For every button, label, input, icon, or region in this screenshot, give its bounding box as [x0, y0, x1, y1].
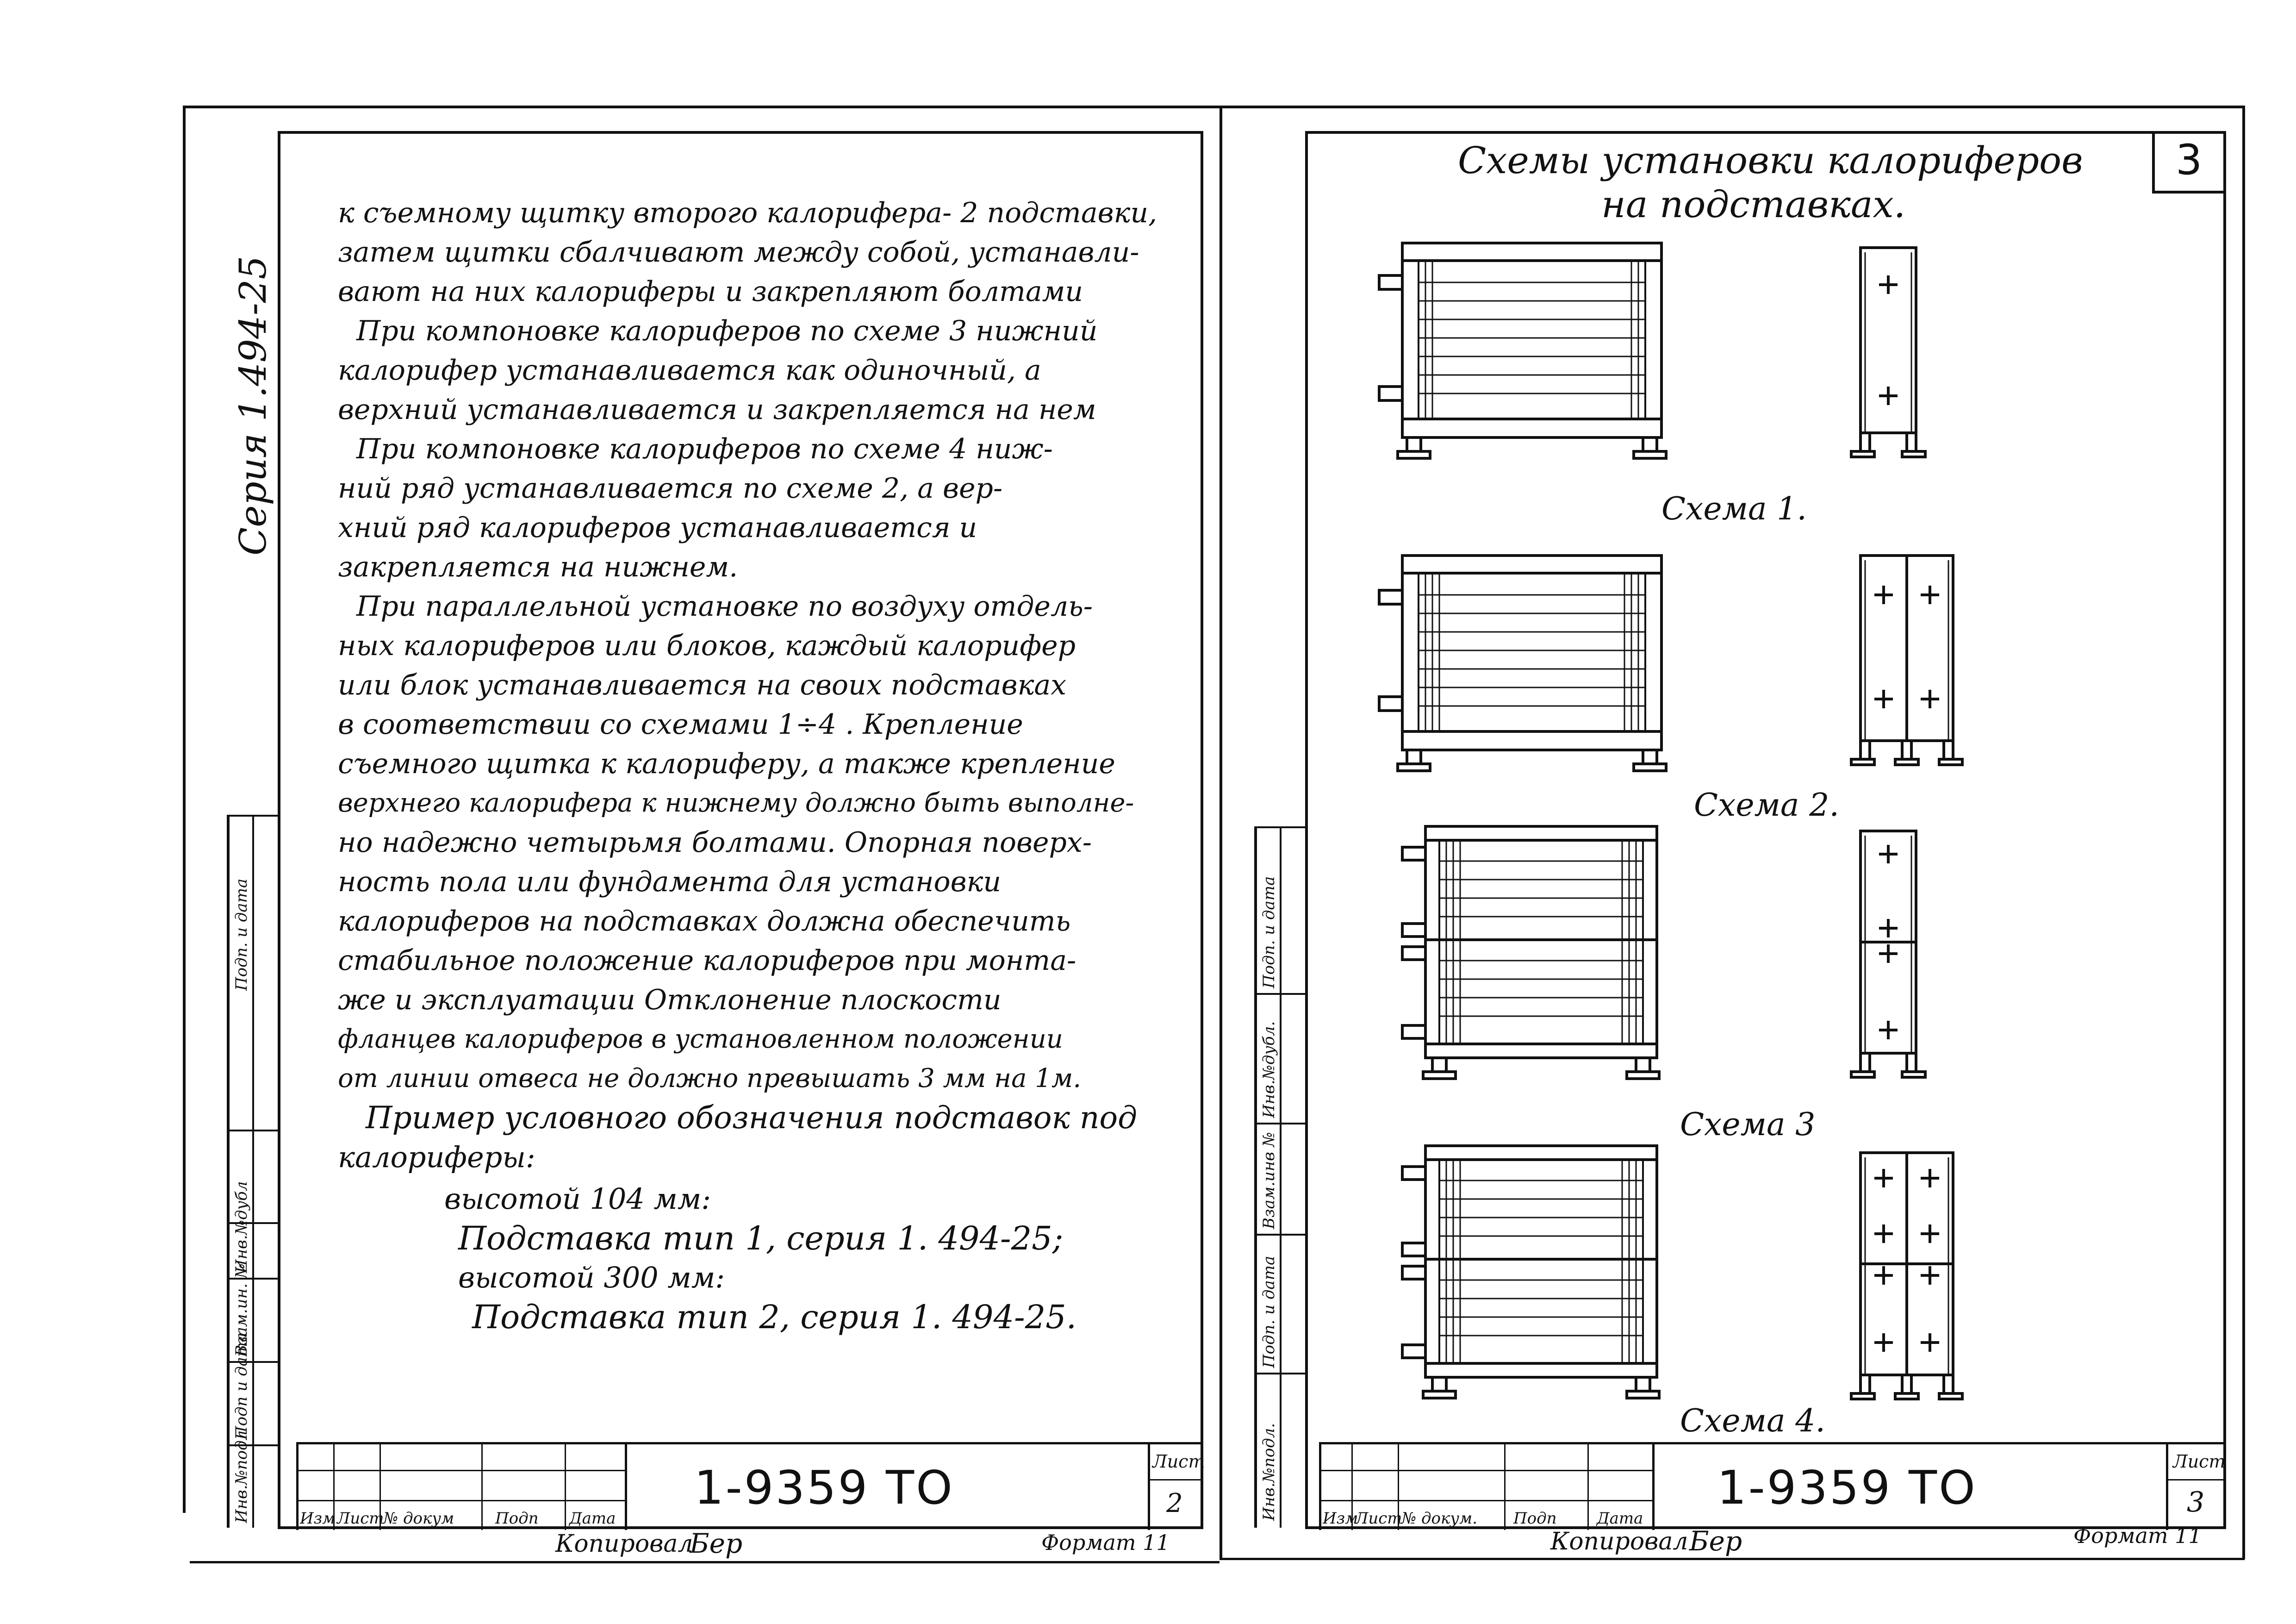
col-change: Изм	[1323, 1509, 1358, 1528]
body-line: При компоновке калориферов по схеме 3 нижний	[356, 315, 1098, 347]
body-line: При параллельной установке по воздуху отдель-	[356, 590, 1093, 623]
example-line: Подставка тип 1, серия 1. 494-25;	[458, 1219, 1064, 1257]
copied-sign: Бер	[1689, 1525, 1742, 1557]
body-line: от линии отвеса не должно превышать 3 мм на 1м.	[338, 1063, 1082, 1093]
right-stamp-sign-date: Подп. и дата	[1260, 1255, 1278, 1368]
scheme3-side-view	[1851, 831, 1925, 1077]
example-line: Подставка тип 2, серия 1. 494-25.	[472, 1298, 1076, 1336]
body-line: ность пола или фундамента для установки	[338, 866, 1001, 898]
format-label: Формат 11	[1041, 1530, 1170, 1555]
doc-code: 1-9359 ТО	[694, 1461, 954, 1515]
body-line: При компоновке калориферов по схеме 4 ниж-	[356, 433, 1053, 465]
left-side-stamp	[227, 815, 278, 1528]
left-outer-left	[183, 106, 186, 1513]
body-line: калориферы:	[338, 1140, 535, 1174]
scheme3-label: Схема 3	[1680, 1106, 1816, 1143]
scheme4-side-view	[1851, 1153, 1962, 1399]
body-line: но надежно четырьмя болтами. Опорная поверх-	[338, 826, 1092, 859]
scheme4-front-view	[1402, 1146, 1659, 1398]
body-line: к съемному щитку второго калорифера- 2 подставки,	[338, 197, 1157, 229]
right-sheet	[1213, 0, 2296, 1624]
format-label: Формат 11	[2073, 1523, 2202, 1548]
body-line: затем щитки сбалчивают между собой, устанавли-	[338, 236, 1139, 269]
scheme4-label: Схема 4.	[1680, 1403, 1826, 1439]
scheme3-front-view	[1402, 826, 1659, 1079]
body-line: верхнего калорифера к нижнему должно быть выполне-	[338, 788, 1134, 818]
col-date: Дата	[1597, 1509, 1643, 1528]
left-outer-top	[183, 106, 1220, 108]
col-date: Дата	[569, 1509, 616, 1528]
col-change: Изм	[300, 1509, 336, 1528]
right-title-block	[1319, 1442, 2226, 1530]
body-line: съемного щитка к калориферу, а также крепление	[338, 748, 1115, 780]
drawing-title-line2: на подставках.	[1601, 183, 1906, 226]
left-side-series: Серия 1.494-25	[231, 256, 274, 556]
body-line: стабильное положение калориферов при монта-	[338, 944, 1076, 977]
sheet-label: Лист	[2173, 1451, 2226, 1472]
left-stamp-sign-date2: Подп. и дата	[232, 878, 251, 991]
right-side-stamp	[1254, 826, 1305, 1528]
col-doc: № докум.	[1401, 1509, 1478, 1528]
example-line: высотой 104 мм:	[444, 1182, 711, 1216]
drawing-title-line1: Схемы установки калориферов	[1458, 139, 2083, 182]
right-stamp-inv-orig: Инв.№подл.	[1260, 1423, 1278, 1521]
doc-code: 1-9359 ТО	[1717, 1461, 1977, 1515]
right-stamp-inv-dup: Инв.№дубл.	[1260, 1021, 1278, 1118]
scheme2-label: Схема 2.	[1694, 787, 1840, 824]
corner-number: 3	[2176, 136, 2203, 184]
copied-label: Копировал	[1550, 1528, 1688, 1555]
body-line: закрепляется на нижнем.	[338, 551, 738, 583]
body-line: ний ряд устанавливается по схеме 2, а вер-	[338, 472, 1003, 505]
scheme2-front-view	[1379, 556, 1666, 771]
sheet-no: 2	[1166, 1488, 1183, 1518]
col-sheet: Лист	[1355, 1509, 1402, 1528]
left-stamp-sign-date: Подп и дата	[232, 1332, 251, 1440]
col-sign: Подп	[1513, 1509, 1557, 1528]
left-stamp-inv-dup: Инв.№дубл	[232, 1181, 251, 1273]
copied-label: Копировал	[555, 1530, 693, 1558]
body-line: Пример условного обозначения подставок под	[366, 1100, 1137, 1136]
right-stamp-sign-date2: Подп. и дата	[1260, 876, 1278, 988]
sheet-label: Лист	[1152, 1451, 1205, 1472]
sheet-no: 3	[2187, 1486, 2205, 1518]
body-line: хний ряд калориферов устанавливается и	[338, 512, 977, 544]
scheme1-front-view	[1379, 243, 1666, 458]
col-doc: № докум	[383, 1509, 454, 1528]
col-sign: Подп	[495, 1509, 539, 1528]
body-line: фланцев калориферов в установленном положении	[338, 1024, 1063, 1054]
left-title-block	[296, 1442, 1203, 1530]
body-line: или блок устанавливается на своих подставках	[338, 669, 1067, 701]
left-stamp-replace: Взам.ин. №	[232, 1263, 251, 1356]
copied-sign: Бер	[690, 1528, 743, 1559]
scheme1-label: Схема 1.	[1661, 491, 1807, 527]
body-line: калорифер устанавливается как одиночный, а	[338, 354, 1041, 387]
body-line: калориферов на подставках должна обеспечить	[338, 905, 1071, 937]
example-line: высотой 300 мм:	[458, 1261, 725, 1294]
scheme2-side-view	[1851, 556, 1962, 765]
right-stamp-replace: Взам.инв №	[1260, 1132, 1278, 1229]
left-outer-bottom	[190, 1561, 1220, 1563]
body-line: же и эксплуатации Отклонение плоскости	[338, 984, 1002, 1016]
body-line: в соответствии со схемами 1÷4 . Крепление	[338, 708, 1023, 741]
scheme1-side-view	[1851, 248, 1925, 457]
left-stamp-inv-orig: Инв.№подл	[232, 1430, 251, 1523]
body-line: ных калориферов или блоков, каждый калорифер	[338, 630, 1076, 662]
body-line: верхний устанавливается и закрепляется на нем	[338, 394, 1096, 426]
col-sheet: Лист	[337, 1509, 384, 1528]
body-line: вают на них калориферы и закрепляют болтами	[338, 275, 1083, 308]
